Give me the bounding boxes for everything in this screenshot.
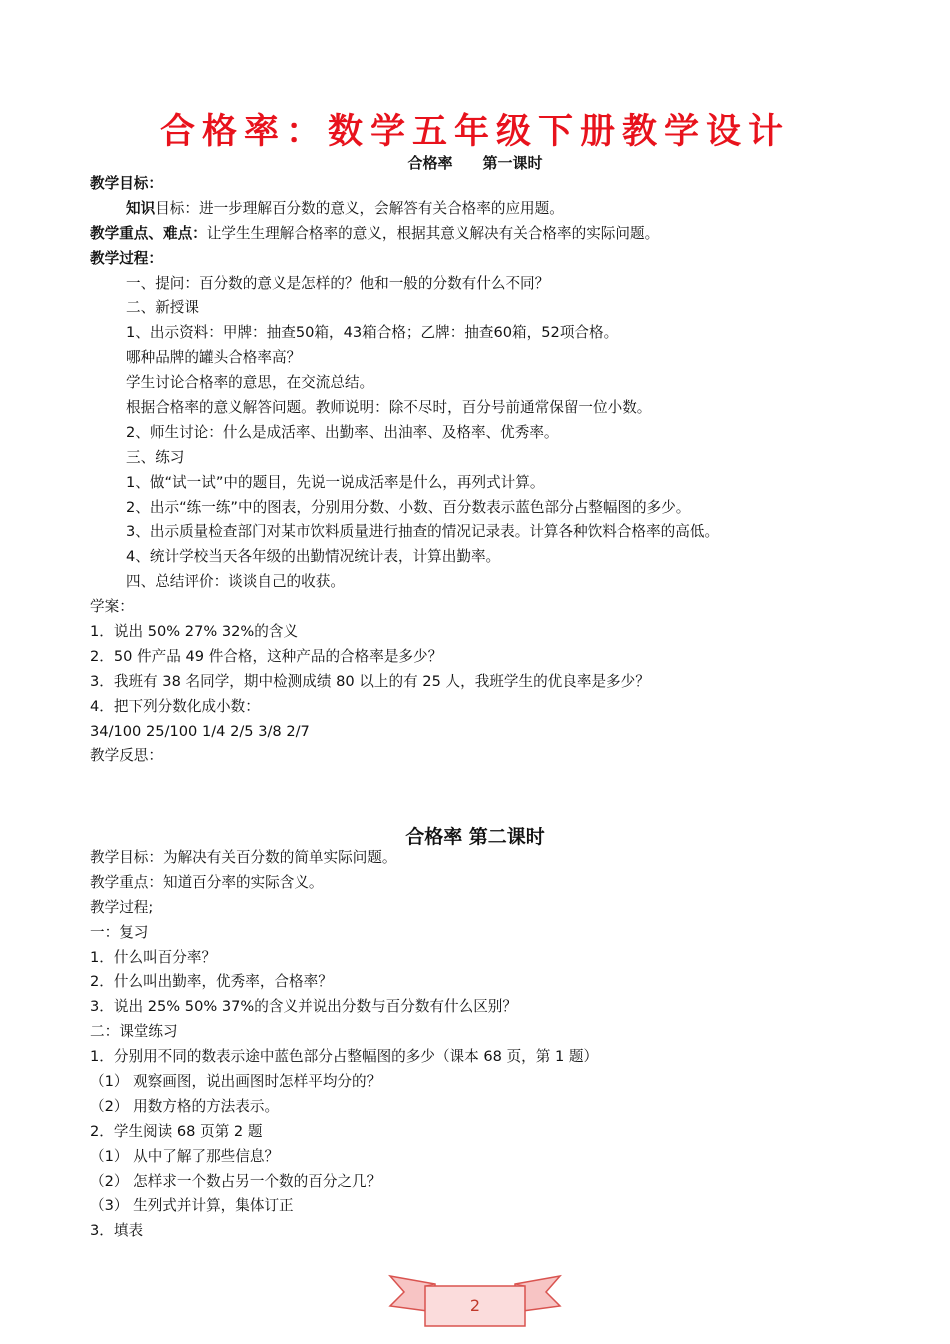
goal-knowledge-text: 目标：进一步理解百分数的意义，会解答有关合格率的应用题。 (155, 199, 564, 217)
lesson2-line: 3．填表 (90, 1222, 144, 1240)
plan-heading: 学案： (90, 598, 134, 616)
lesson2-line: （1） 从中了解了那些信息？ (90, 1147, 280, 1165)
plan-item: 4．把下列分数化成小数： (90, 697, 260, 715)
lesson2-line: 教学过程; (90, 898, 154, 916)
process-item: 2、出示“练一练”中的图表，分别用分数、小数、百分数表示蓝色部分占整幅图的多少。 (126, 498, 691, 516)
plan-item: 34/100 25/100 1/4 2/5 3/8 2/7 (90, 722, 310, 740)
process-item: 1、做“试一试”中的题目，先说一说成活率是什么，再列式计算。 (126, 473, 545, 491)
process-item: 根据合格率的意义解答问题。教师说明：除不尽时，百分号前通常保留一位小数。 (126, 399, 652, 417)
process-item: 4、统计学校当天各年级的出勤情况统计表，计算出勤率。 (126, 548, 501, 566)
lesson2-line: （2） 用数方格的方法表示。 (90, 1097, 280, 1115)
process-item: 一、提问：百分数的意义是怎样的？他和一般的分数有什么不同？ (126, 274, 550, 292)
lesson2-title: 合格率 第二课时 (405, 826, 545, 848)
document-title: 合格率：数学五年级下册教学设计 (159, 112, 790, 152)
lesson2-line: 教学目标：为解决有关百分数的简单实际问题。 (90, 849, 397, 866)
lesson2-line: 3．说出 25% 50% 37%的含义并说出分数与百分数有什么区别？ (90, 998, 517, 1016)
process-item: 哪种品牌的罐头合格率高？ (126, 349, 302, 367)
lesson2-line: 2．什么叫出勤率，优秀率，合格率？ (90, 973, 333, 991)
process-item: 四、总结评价：谈谈自己的收获。 (126, 573, 345, 591)
lesson2-line: 2．学生阅读 68 页第 2 题 (90, 1122, 263, 1140)
lesson2-line: 1．什么叫百分率？ (90, 948, 217, 966)
plan-item: 2．50 件产品 49 件合格，这种产品的合格率是多少？ (90, 647, 443, 665)
process-item: 二、新授课 (126, 299, 199, 317)
plan-item: 1．说出 50% 27% 32%的含义 (90, 623, 299, 641)
page-number: 2 (469, 1296, 481, 1315)
process-item: 2、师生讨论：什么是成活率、出勤率、出油率、及格率、优秀率。 (126, 423, 559, 441)
plan-item: 3．我班有 38 名同学，期中检测成绩 80 以上的有 25 人，我班学生的优良率是多少？ (90, 672, 650, 690)
key-points-label: 教学重点、难点： (90, 224, 207, 242)
lesson2-body (90, 846, 890, 1244)
lesson2-line: 一：复习 (90, 923, 149, 941)
goal-knowledge (90, 197, 890, 222)
process-item: 3、出示质量检查部门对某市饮料质量进行抽查的情况记录表。计算各种饮料合格率的高低。 (126, 523, 720, 541)
key-points-text: 让学生生理解合格率的意义，根据其意义解决有关合格率的实际问题。 (206, 224, 660, 242)
lesson2-line: 1．分别用不同的数表示途中蓝色部分占整幅图的多少（课本 68 页，第 1 题） (90, 1048, 599, 1066)
lesson1-body (90, 172, 890, 769)
reflection-heading: 教学反思： (90, 747, 163, 765)
key-points (90, 222, 890, 247)
lesson2-line: （1） 观察画图，说出画图时怎样平均分的？ (90, 1073, 382, 1091)
lesson1-subtitle (0, 152, 950, 173)
process-item: 1、出示资料：甲牌：抽查50箱，43箱合格；乙牌：抽查60箱，52项合格。 (126, 324, 619, 342)
lesson2-line: 教学重点：知道百分率的实际含义。 (90, 873, 324, 891)
page-footer (380, 1268, 570, 1338)
goal-heading: 教学目标： (90, 175, 163, 192)
lesson2-line: 二：课堂练习 (90, 1023, 178, 1041)
subtitle-topic: 合格率 (407, 154, 453, 172)
subtitle-period: 第一课时 (482, 154, 543, 172)
lesson2-line: （3） 生列式并计算，集体订正 (90, 1197, 294, 1215)
lesson2-line: （2） 怎样求一个数占另一个数的百分之几？ (90, 1172, 382, 1190)
process-item: 学生讨论合格率的意思，在交流总结。 (126, 374, 375, 392)
goal-knowledge-label: 知识 (126, 199, 156, 217)
process-heading: 教学过程： (90, 249, 163, 267)
process-item: 三、练习 (126, 448, 185, 466)
